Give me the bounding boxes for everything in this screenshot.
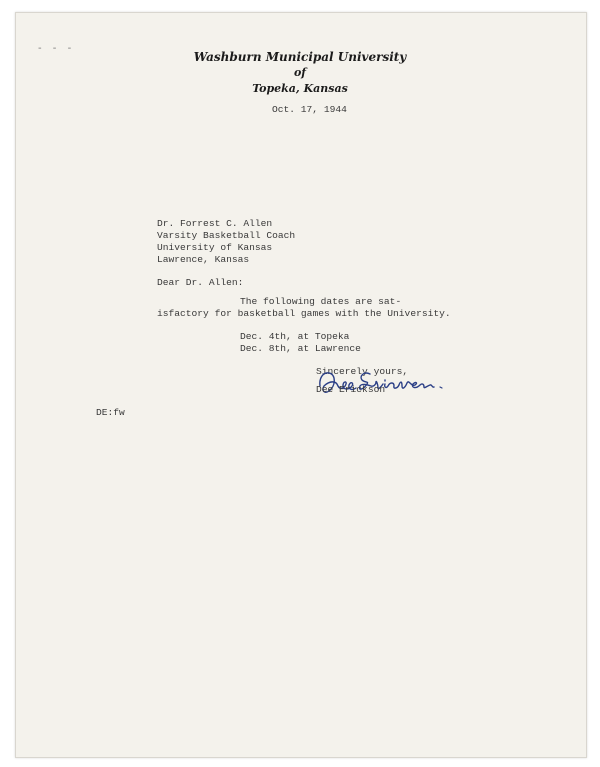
typist-initials: DE:fw	[96, 407, 125, 418]
date-item: Dec. 8th, at Lawrence	[240, 343, 361, 354]
address-line: Lawrence, Kansas	[157, 254, 250, 265]
typed-name: Dee Erickson	[316, 384, 386, 395]
address-line: University of Kansas	[157, 242, 273, 253]
letterhead-name: Washburn Municipal University	[193, 50, 407, 64]
letter-date: Oct. 17, 1944	[272, 104, 347, 115]
date-item: Dec. 4th, at Topeka	[240, 331, 350, 342]
salutation: Dear Dr. Allen:	[157, 277, 244, 288]
letterhead-city: Topeka, Kansas	[252, 82, 348, 95]
body-line: The following dates are sat-	[240, 296, 402, 307]
body-line: isfactory for basketball games with the University.	[157, 308, 451, 319]
address-line: Dr. Forrest C. Allen	[157, 218, 273, 229]
letterhead-of: of	[293, 66, 307, 79]
address-line: Varsity Basketball Coach	[157, 230, 296, 241]
closing: Sincerely yours,	[316, 366, 409, 377]
handwritten-signature	[314, 360, 464, 404]
corner-marks: - - -	[38, 43, 76, 54]
letter-page	[15, 12, 587, 758]
